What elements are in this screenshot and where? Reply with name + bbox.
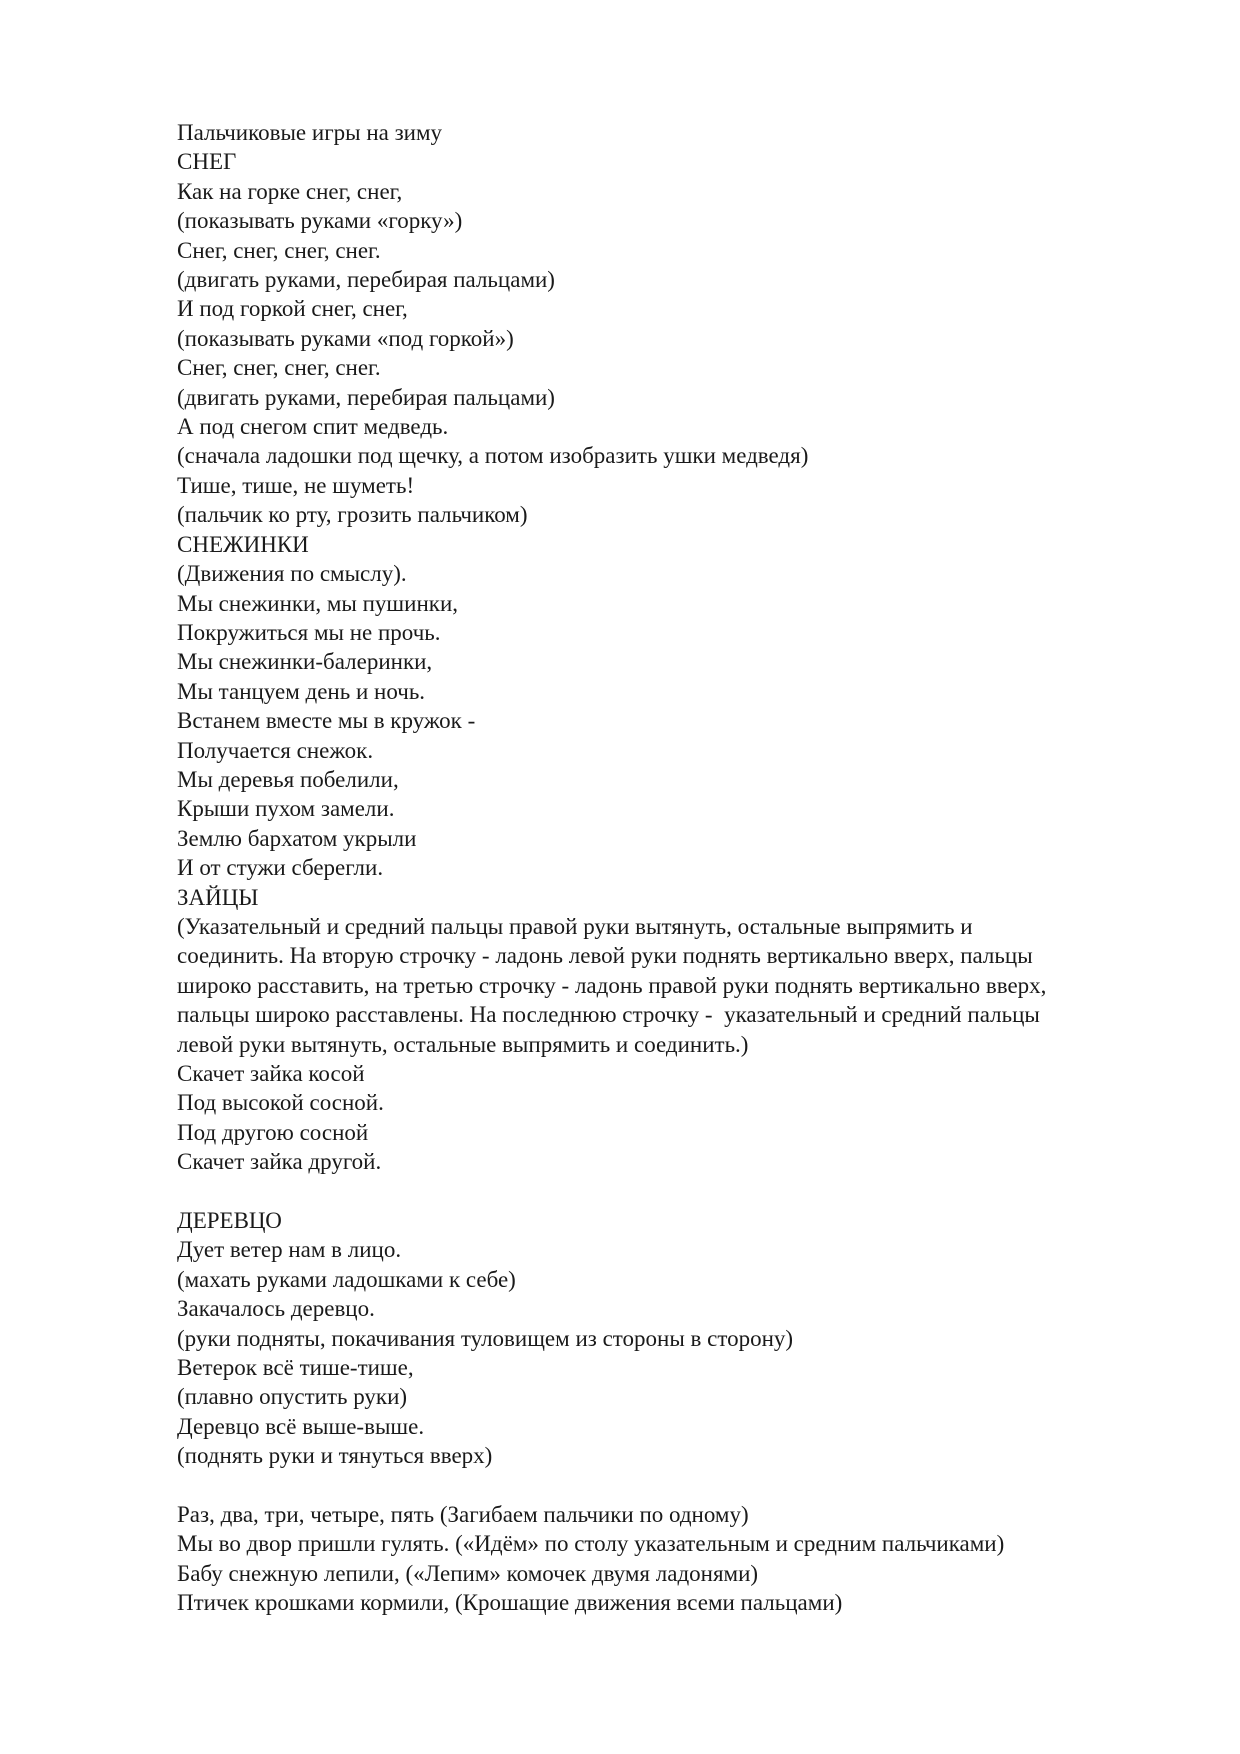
section-heading: СНЕЖИНКИ <box>177 531 309 557</box>
text-line: Мы снежинки-балеринки, <box>177 649 433 675</box>
text-line: Скачет зайка косой <box>177 1061 365 1086</box>
text-line: (показывать руками «горку») <box>177 208 463 234</box>
blank-line <box>177 1177 1137 1206</box>
section-heading: ДЕРЕВЦО <box>177 1208 282 1234</box>
text-line: Ветерок всё тише-тише, <box>177 1355 414 1381</box>
text-line: А под снегом спит медведь. <box>177 414 449 440</box>
text-line: Закачалось деревцо. <box>177 1296 375 1322</box>
text-line: (сначала ладошки под щечку, а потом изобразить ушки медведя) <box>177 443 809 469</box>
text-line: широко расставить, на третью строчку - ладонь правой руки поднять вертикально вверх, <box>177 972 1047 998</box>
text-line: Птичек крошками кормили, (Крошащие движения всеми пальцами) <box>177 1590 843 1616</box>
text-line: (двигать руками, перебирая пальцами) <box>177 384 555 410</box>
text-line: (двигать руками, перебирая пальцами) <box>177 267 555 293</box>
text-line: Под другою сосной <box>177 1119 369 1145</box>
text-line: Крыши пухом замели. <box>177 796 395 822</box>
text-line: (показывать руками «под горкой») <box>177 325 514 351</box>
text-line: Раз, два, три, четыре, пять (Загибаем пальчики по одному) <box>177 1502 749 1528</box>
text-line: (махать руками ладошками к себе) <box>177 1266 516 1292</box>
text-line: соединить. На вторую строчку - ладонь левой руки поднять вертикально вверх, пальцы <box>177 943 1033 969</box>
text-line: левой руки вытянуть, остальные выпрямить и соединить.) <box>177 1031 749 1057</box>
text-line: (плавно опустить руки) <box>177 1384 408 1410</box>
text-line: пальцы широко расставлены. На последнюю строчку - указательный и средний пальцы <box>177 1002 1040 1028</box>
text-line: Мы снежинки, мы пушинки, <box>177 590 458 616</box>
text-line: Снег, снег, снег, снег. <box>177 237 381 263</box>
section-zaitsy <box>177 883 1137 1177</box>
section-derevtso <box>177 1206 1137 1471</box>
text-line: (пальчик ко рту, грозить пальчиком) <box>177 502 528 528</box>
text-line: Под высокой сосной. <box>177 1090 384 1116</box>
text-line: Как на горке снег, снег, <box>177 178 403 204</box>
text-line: Деревцо всё выше-выше. <box>177 1413 425 1439</box>
section-counting-rhyme <box>177 1500 1137 1618</box>
text-line: Землю бархатом укрыли <box>177 825 417 851</box>
text-line: Мы деревья побелили, <box>177 766 399 792</box>
text-line: И от стужи сберегли. <box>177 855 384 881</box>
document-title: Пальчиковые игры на зиму <box>177 120 443 145</box>
section-snezhinki <box>177 530 1137 883</box>
text-line: (руки подняты, покачивания туловищем из стороны в сторону) <box>177 1325 794 1351</box>
text-line: Скачет зайка другой. <box>177 1149 382 1175</box>
document-page <box>177 118 1137 1618</box>
text-line: (Указательный и средний пальцы правой руки вытянуть, остальные выпрямить и <box>177 913 973 939</box>
text-line: И под горкой снег, снег, <box>177 296 408 322</box>
text-line: Мы танцуем день и ночь. <box>177 678 426 704</box>
text-line: Дует ветер нам в лицо. <box>177 1237 402 1263</box>
text-line: (Движения по смыслу). <box>177 561 407 587</box>
text-line: (поднять руки и тянуться вверх) <box>177 1443 493 1469</box>
section-heading: СНЕГ <box>177 149 237 175</box>
section-sneg <box>177 147 1137 529</box>
blank-line <box>177 1471 1137 1500</box>
text-line: Встанем вместе мы в кружок - <box>177 708 476 734</box>
text-line: Мы во двор пришли гулять. («Идём» по столу указательным и средним пальчиками) <box>177 1531 1005 1557</box>
text-line: Покружиться мы не прочь. <box>177 619 441 645</box>
text-line: Получается снежок. <box>177 737 374 763</box>
text-line: Бабу снежную лепили, («Лепим» комочек двумя ладонями) <box>177 1560 759 1586</box>
text-line: Тише, тише, не шуметь! <box>177 472 415 498</box>
section-heading: ЗАЙЦЫ <box>177 884 259 910</box>
text-line: Снег, снег, снег, снег. <box>177 355 381 381</box>
